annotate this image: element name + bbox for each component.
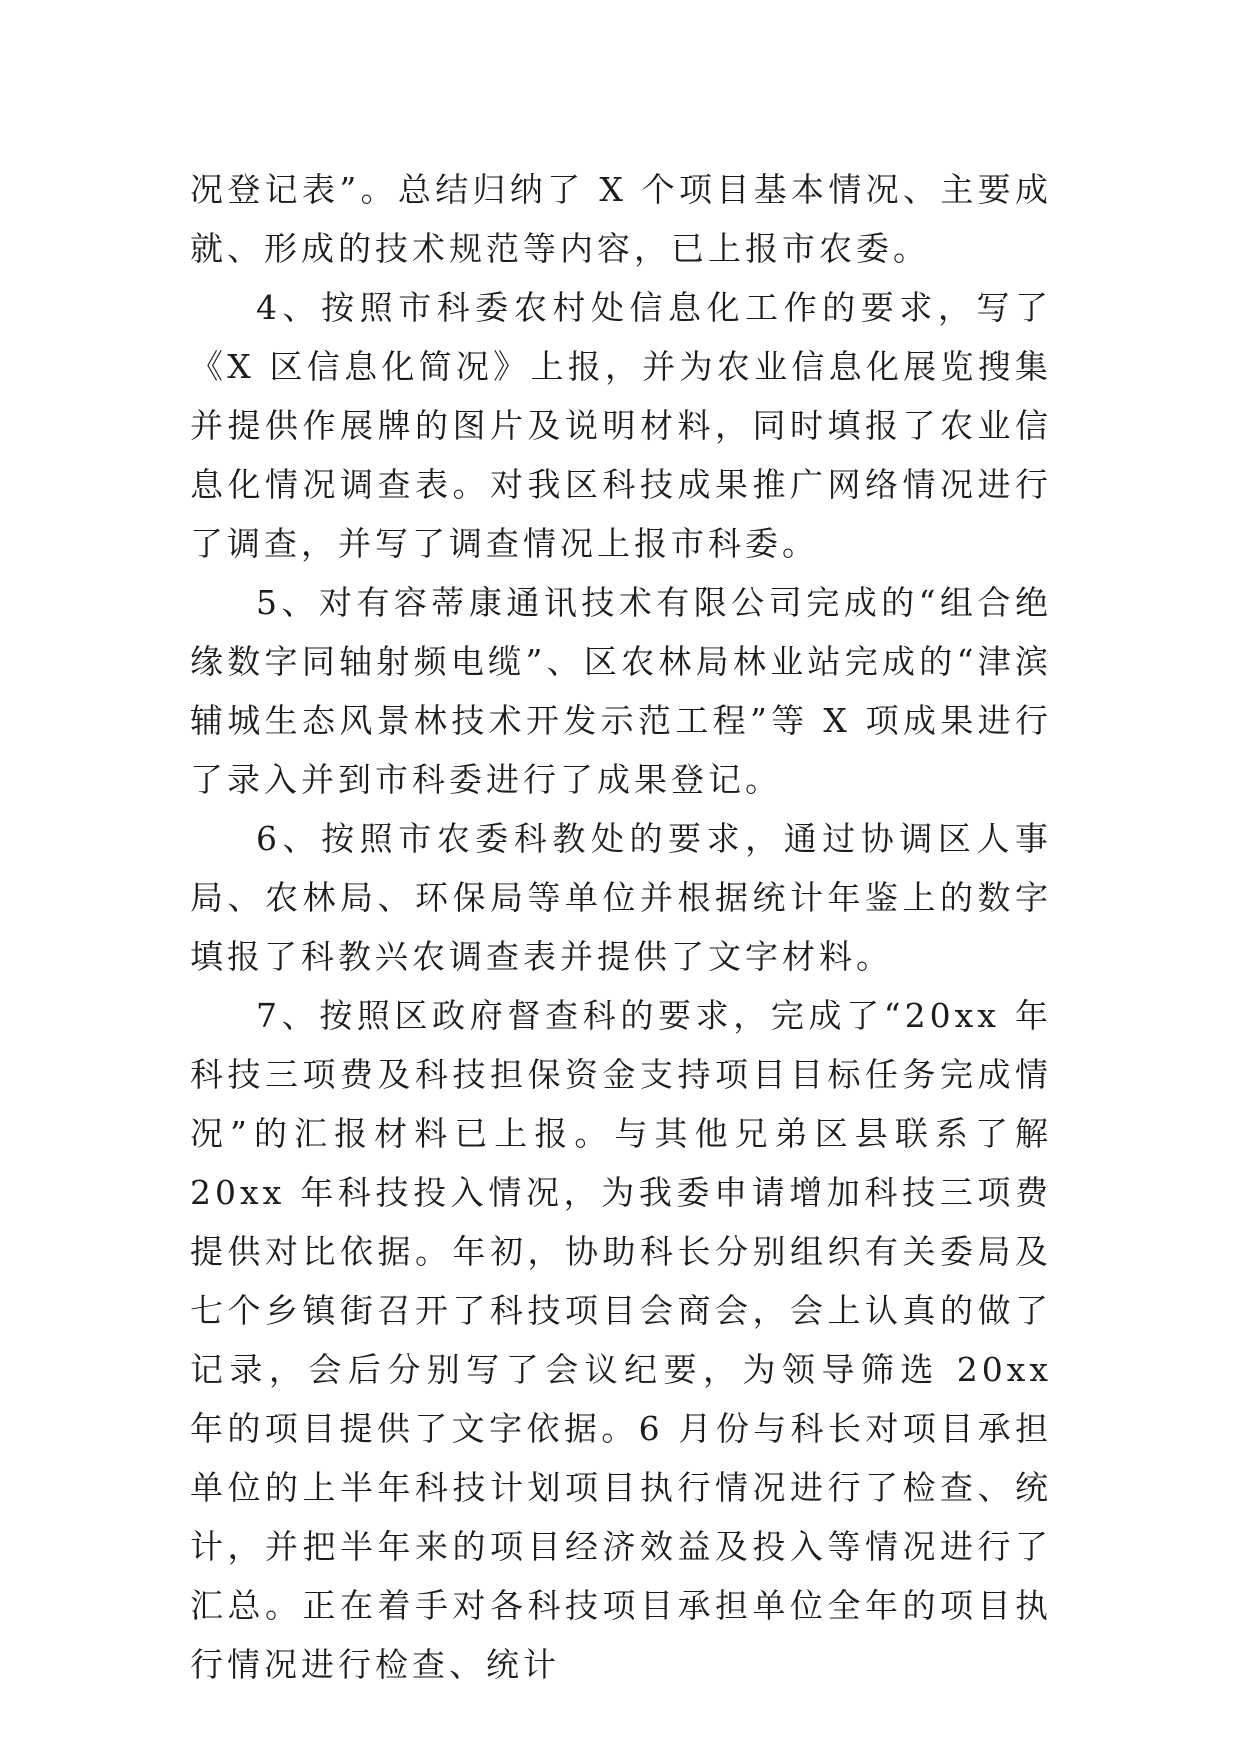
paragraph-item-5: 5、对有容蒂康通讯技术有限公司完成的“组合绝缘数字同轴射频电缆”、区农林局林业站完成的“津滨辅城生态风景林技术开发示范工程”等 X 项成果进行了录入并到市科委进行了成果登记。	[190, 583, 1052, 799]
paragraph-item-7: 7、按照区政府督查科的要求，完成了“20xx 年科技三项费及科技担保资金支持项目目标任务完成情况”的汇报材料已上报。与其他兄弟区县联系了解 20xx 年科技投入情况，为我委申请增加科技三项费提供对比依据。年初，协助科长分别组织有关委局及七个乡镇街召开了科技项目会商会，会上认真的做了记录，会后分别写了会议纪要，为领导筛选 20xx 年的项目提供了文字依据。6 月份与科长对项目承担单位的上半年科技计划项目执行情况进行了检查、统计，并把半年来的项目经济效益及投入等情况进行了汇总。正在着手对各科技项目承担单位全年的项目执行情况进行检查、统计	[190, 996, 1052, 1684]
paragraph-item-6: 6、按照市农委科教处的要求，通过协调区人事局、农林局、环保局等单位并根据统计年鉴上的数字填报了科教兴农调查表并提供了文字材料。	[190, 819, 1052, 976]
document-body	[190, 160, 1052, 1694]
paragraph-item-4: 4、按照市科委农村处信息化工作的要求，写了《X 区信息化简况》上报，并为农业信息化展览搜集并提供作展牌的图片及说明材料，同时填报了农业信息化情况调查表。对我区科技成果推广网络情况进行了调查，并写了调查情况上报市科委。	[190, 288, 1052, 563]
paragraph-continuation: 况登记表”。总结归纳了 X 个项目基本情况、主要成就、形成的技术规范等内容，已上报市农委。	[190, 170, 1052, 268]
